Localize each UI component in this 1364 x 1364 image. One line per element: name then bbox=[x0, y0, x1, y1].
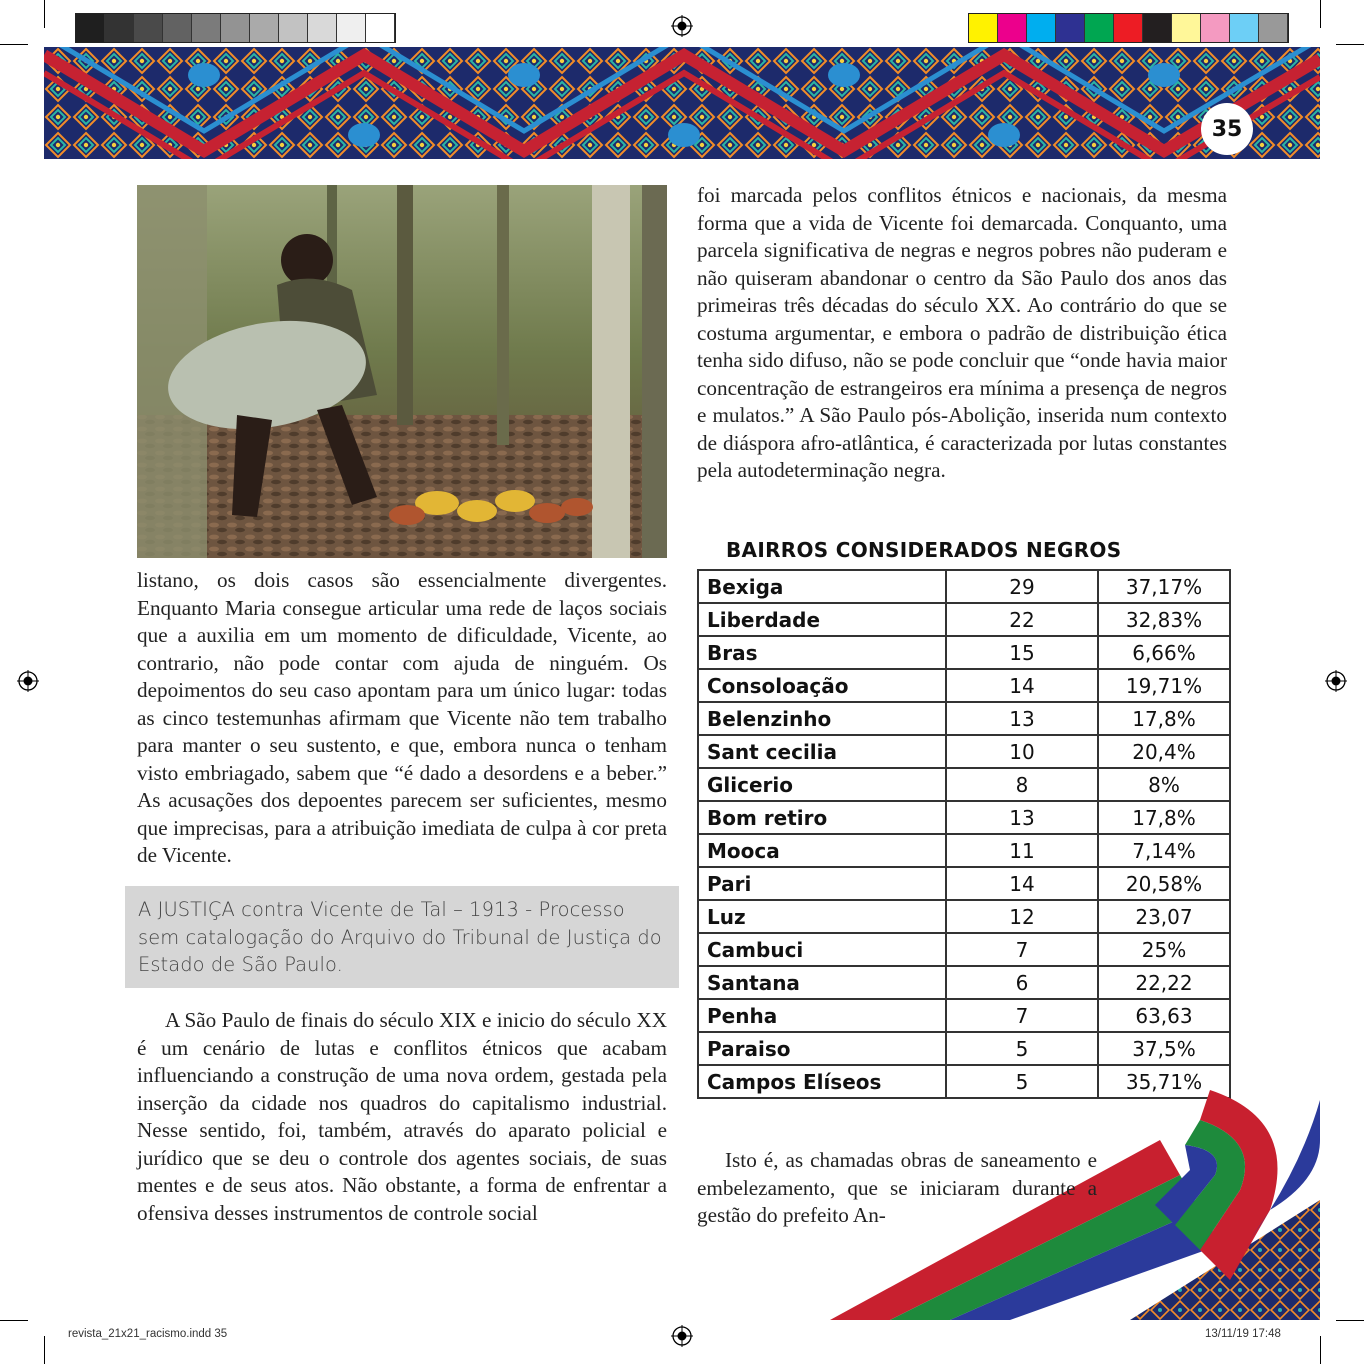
table-row bbox=[698, 999, 1230, 1032]
count-cell: 10 bbox=[946, 735, 1098, 768]
color-swatch bbox=[76, 14, 105, 42]
table-row bbox=[698, 669, 1230, 702]
table-row bbox=[698, 933, 1230, 966]
neighborhood-name: Bom retiro bbox=[698, 801, 946, 834]
footer-datetime: 13/11/19 17:48 bbox=[1205, 1328, 1281, 1340]
neighborhood-name: Cambuci bbox=[698, 933, 946, 966]
neighborhood-name: Paraiso bbox=[698, 1032, 946, 1065]
neighborhood-name: Glicerio bbox=[698, 768, 946, 801]
percent-cell: 63,63 bbox=[1098, 999, 1230, 1032]
table-title: BAIRROS CONSIDERADOS NEGROS bbox=[726, 538, 1122, 562]
count-cell: 13 bbox=[946, 801, 1098, 834]
paragraph-text: listano, os dois casos são essencialmente divergentes. Enquanto Maria consegue articular uma rede de laços sociais que a auxilia em um momento de dificuldade, Vicente, ao contrario, não pode contar com ajuda de ninguém. Os depoimentos do seu caso apontam para um único lugar: todas as cinco testemunhas afirmam que Vicente não tem trabalho para manter o seu sustento, e que, embora nunca o tenham visto embriagado, sabem que “é dado a desordens e a beber.” As acusações dos depoentes parecem ser suficientes, mesmo que imprecisas, para a atribuição imediata de culpa à cor preta de Vicente. bbox=[137, 568, 667, 867]
grayscale-color-bar bbox=[75, 13, 396, 43]
count-cell: 8 bbox=[946, 768, 1098, 801]
percent-cell: 7,14% bbox=[1098, 834, 1230, 867]
percent-cell: 17,8% bbox=[1098, 702, 1230, 735]
color-swatch bbox=[1201, 14, 1230, 42]
table-row bbox=[698, 636, 1230, 669]
percent-cell: 23,07 bbox=[1098, 900, 1230, 933]
neighborhood-name: Liberdade bbox=[698, 603, 946, 636]
table-row bbox=[698, 801, 1230, 834]
color-swatch bbox=[1027, 14, 1056, 42]
color-swatch bbox=[1114, 14, 1143, 42]
percent-cell: 19,71% bbox=[1098, 669, 1230, 702]
percent-cell: 6,66% bbox=[1098, 636, 1230, 669]
count-cell: 6 bbox=[946, 966, 1098, 999]
left-column-paragraph-2 bbox=[137, 1007, 667, 1227]
color-swatch bbox=[1259, 14, 1288, 42]
color-swatch bbox=[366, 14, 395, 42]
table-row bbox=[698, 900, 1230, 933]
color-swatch bbox=[308, 14, 337, 42]
table-row bbox=[698, 1032, 1230, 1065]
neighborhood-name: Bras bbox=[698, 636, 946, 669]
table-row bbox=[698, 768, 1230, 801]
right-column-paragraph-2 bbox=[697, 1147, 1097, 1230]
left-column-paragraph-continued bbox=[137, 567, 667, 870]
count-cell: 12 bbox=[946, 900, 1098, 933]
neighborhood-name: Penha bbox=[698, 999, 946, 1032]
color-swatch bbox=[1085, 14, 1114, 42]
percent-cell: 20,4% bbox=[1098, 735, 1230, 768]
color-swatch bbox=[337, 14, 366, 42]
color-swatch bbox=[279, 14, 308, 42]
percent-cell: 32,83% bbox=[1098, 603, 1230, 636]
count-cell: 14 bbox=[946, 669, 1098, 702]
color-swatch bbox=[163, 14, 192, 42]
count-cell: 5 bbox=[946, 1065, 1098, 1098]
color-swatch bbox=[1230, 14, 1259, 42]
percent-cell: 17,8% bbox=[1098, 801, 1230, 834]
photo-child-carrying-sack bbox=[137, 185, 667, 558]
count-cell: 11 bbox=[946, 834, 1098, 867]
photo-caption: A JUSTIÇA contra Vicente de Tal – 1913 - Processo sem catalogação do Arquivo do Tribunal de Justiça do Estado de São Paulo. bbox=[138, 898, 662, 976]
table-row bbox=[698, 570, 1230, 603]
color-swatch bbox=[250, 14, 279, 42]
color-swatch bbox=[134, 14, 163, 42]
percent-cell: 37,5% bbox=[1098, 1032, 1230, 1065]
percent-cell: 8% bbox=[1098, 768, 1230, 801]
registration-mark-icon bbox=[671, 1325, 693, 1347]
percent-cell: 25% bbox=[1098, 933, 1230, 966]
color-swatch bbox=[192, 14, 221, 42]
neighborhood-name: Belenzinho bbox=[698, 702, 946, 735]
count-cell: 5 bbox=[946, 1032, 1098, 1065]
neighborhood-name: Luz bbox=[698, 900, 946, 933]
percent-cell: 35,71% bbox=[1098, 1065, 1230, 1098]
table-row bbox=[698, 702, 1230, 735]
registration-mark-icon bbox=[17, 670, 39, 692]
registration-mark-icon bbox=[1325, 670, 1347, 692]
paragraph-text: Isto é, as chamadas obras de saneamento e embelezamento, que se iniciaram durante a gestão do prefeito An- bbox=[697, 1148, 1097, 1227]
count-cell: 14 bbox=[946, 867, 1098, 900]
process-color-bar bbox=[968, 13, 1289, 43]
neighborhood-name: Mooca bbox=[698, 834, 946, 867]
african-pattern-banner bbox=[44, 47, 1320, 159]
neighborhood-name: Sant cecilia bbox=[698, 735, 946, 768]
percent-cell: 37,17% bbox=[1098, 570, 1230, 603]
table-row bbox=[698, 735, 1230, 768]
neighborhood-name: Pari bbox=[698, 867, 946, 900]
count-cell: 7 bbox=[946, 933, 1098, 966]
table-row bbox=[698, 867, 1230, 900]
count-cell: 29 bbox=[946, 570, 1098, 603]
count-cell: 22 bbox=[946, 603, 1098, 636]
count-cell: 15 bbox=[946, 636, 1098, 669]
color-swatch bbox=[221, 14, 250, 42]
percent-cell: 20,58% bbox=[1098, 867, 1230, 900]
color-swatch bbox=[1056, 14, 1085, 42]
right-column-paragraph-1 bbox=[697, 182, 1227, 485]
neighborhood-name: Campos Elíseos bbox=[698, 1065, 946, 1098]
paragraph-text: foi marcada pelos conflitos étnicos e nacionais, da mesma forma que a vida de Vicente foi demarcada. Conquanto, uma parcela significativa de negras e negros pobres não puderam e não quiseram abandonar o centro da São Paulo dos anos das primeiras três décadas do século XX. Ao contrário do que se costuma argumentar, e embora o padrão de distribuição ética tenha sido difuso, não se pode concluir que “onde havia maior concentração de estrangeiros era mínima a presença de negros e mulatos.” A São Paulo pós-Abolição, inserida num contexto de diáspora afro-atlântica, é caracterizada por lutas constantes pela autodeterminação negra. bbox=[697, 183, 1227, 482]
table-row bbox=[698, 834, 1230, 867]
percent-cell: 22,22 bbox=[1098, 966, 1230, 999]
neighborhoods-table bbox=[697, 569, 1231, 1099]
color-swatch bbox=[1143, 14, 1172, 42]
color-swatch bbox=[998, 14, 1027, 42]
count-cell: 7 bbox=[946, 999, 1098, 1032]
neighborhood-name: Santana bbox=[698, 966, 946, 999]
page-number: 35 bbox=[1201, 103, 1253, 155]
table-row bbox=[698, 966, 1230, 999]
table-row bbox=[698, 603, 1230, 636]
color-swatch bbox=[105, 14, 134, 42]
registration-mark-icon bbox=[671, 15, 693, 37]
footer-filename: revista_21x21_racismo.indd 35 bbox=[68, 1328, 228, 1340]
count-cell: 13 bbox=[946, 702, 1098, 735]
color-swatch bbox=[1172, 14, 1201, 42]
color-swatch bbox=[969, 14, 998, 42]
neighborhood-name: Bexiga bbox=[698, 570, 946, 603]
neighborhood-name: Consoloação bbox=[698, 669, 946, 702]
paragraph-text: A São Paulo de finais do século XIX e inicio do século XX é um cenário de lutas e conflitos étnicos que acabam influenciando a construção de uma nova ordem, gestada pela inserção da cidade nos quadros do capitalismo industrial. Nesse sentido, foi, também, através do aparato policial e jurídico que se deu o controle dos agentes sociais, de suas mentes e de seus atos. Não obstante, a forma de enfrentar a ofensiva desses instrumentos de controle social bbox=[137, 1008, 667, 1225]
